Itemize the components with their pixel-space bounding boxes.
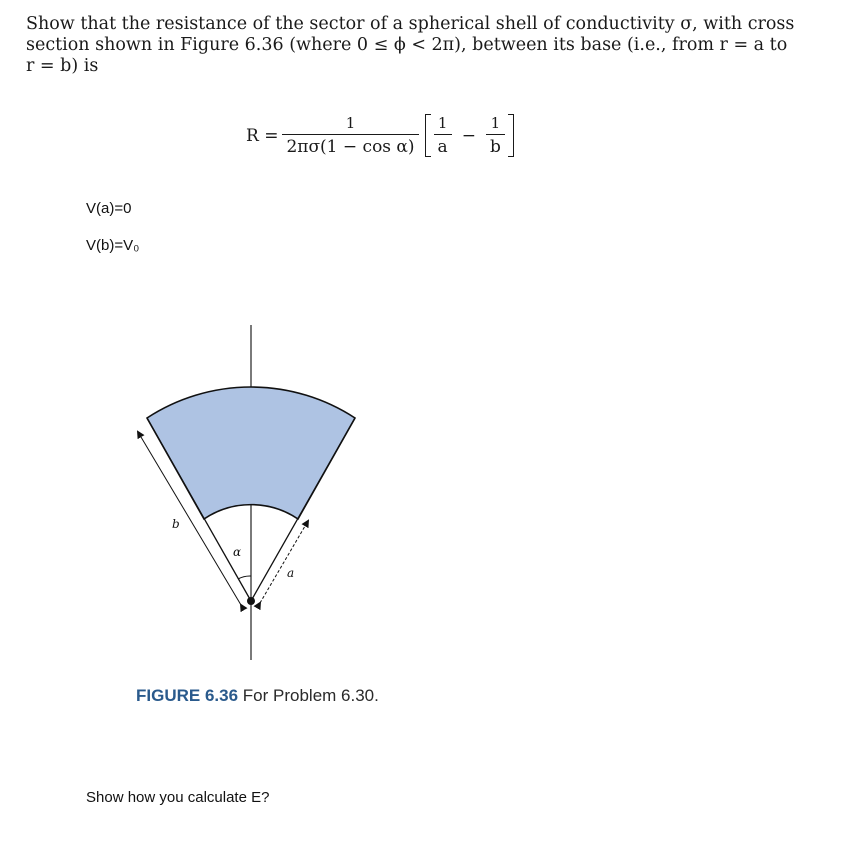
note-vb: V(b)=V₀ (86, 237, 140, 254)
formula-term-2 (486, 114, 505, 157)
caption-text: For Problem 6.30. (242, 686, 379, 705)
formula-denominator: 2πσ(1 − cos α) (282, 134, 418, 157)
term1-numerator: 1 (437, 114, 448, 132)
angle-alpha-arc (238, 576, 251, 579)
origin-dot (247, 597, 255, 605)
problem-statement (26, 14, 816, 77)
term2-numerator: 1 (490, 114, 501, 132)
formula-minus: − (461, 125, 476, 146)
caption-label: FIGURE 6.36 (136, 686, 239, 705)
term2-denominator: b (486, 134, 505, 157)
formula-term-1 (434, 114, 452, 157)
problem-line-1: Show that the resistance of the sector of a spherical shell of conductivity σ, with cross (26, 14, 795, 34)
note-va: V(a)=0 (86, 200, 132, 217)
formula-lhs: R = (246, 125, 279, 146)
dimension-arrow-a (260, 521, 308, 603)
label-b: b (172, 517, 180, 531)
problem-line-3: r = b) is (26, 56, 99, 76)
term1-denominator: a (434, 134, 452, 157)
problem-line-2: section shown in Figure 6.36 (where 0 ≤ ϕ < 2π), between its base (i.e., from r = a to (26, 35, 788, 55)
formula-numerator: 1 (345, 114, 356, 132)
formula-bracket (425, 114, 514, 157)
resistance-formula (246, 114, 514, 157)
label-alpha: α (233, 545, 242, 559)
formula-main-fraction (282, 114, 418, 157)
figure-caption (136, 686, 379, 706)
figure-spherical-sector (120, 320, 390, 665)
question-text: Show how you calculate E? (86, 789, 270, 806)
label-a: a (287, 566, 295, 580)
